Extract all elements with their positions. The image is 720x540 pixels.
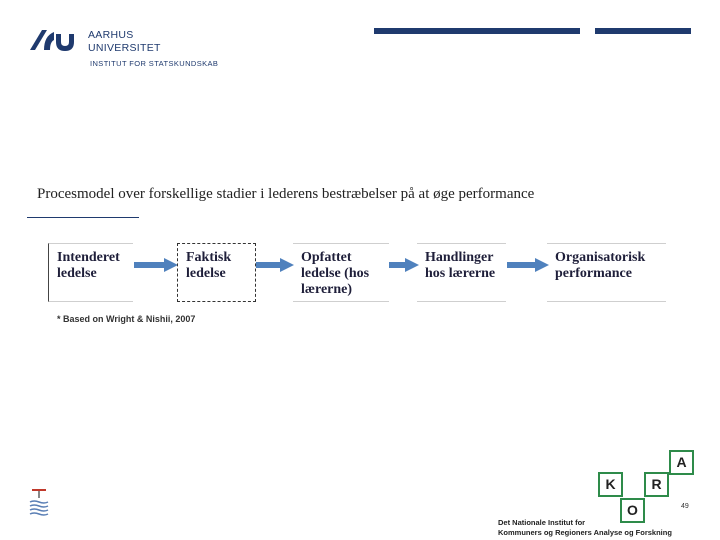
arrow-right-icon	[507, 258, 549, 272]
university-name-line2: UNIVERSITET	[88, 42, 161, 54]
header-bar-short	[595, 28, 691, 34]
kora-institute-name	[498, 518, 672, 538]
kora-letter-o: O	[620, 498, 645, 523]
process-step-organizational-performance	[547, 243, 666, 302]
arrow-right-icon	[134, 258, 178, 272]
step-label-line: Opfattet	[301, 250, 352, 265]
diagram-footnote: * Based on Wright & Nishii, 2007	[57, 314, 196, 324]
process-step-teacher-actions	[417, 243, 506, 302]
step-label-line: Handlinger	[425, 250, 494, 265]
aarhus-university-logo	[28, 28, 76, 52]
crest-icon	[28, 488, 50, 516]
kora-institute-line2: Kommuners og Regioners Analyse og Forskning	[498, 528, 672, 537]
step-label-line: performance	[555, 266, 632, 281]
slide-title: Procesmodel over forskellige stadier i lederens bestræbelser på at øge performance	[37, 186, 535, 202]
step-label-line: ledelse	[57, 266, 97, 281]
arrow-right-icon	[256, 258, 294, 272]
step-label-line: hos lærerne	[425, 266, 496, 281]
process-step-actual-leadership	[177, 243, 256, 302]
university-name	[88, 29, 161, 55]
university-name-line1: AARHUS	[88, 29, 134, 41]
page-number: 49	[681, 503, 689, 510]
step-label-line: ledelse	[186, 266, 226, 281]
step-label-line: Intenderet	[57, 250, 120, 265]
kora-institute-line1: Det Nationale Institut for	[498, 518, 586, 527]
institute-name: INSTITUT FOR STATSKUNDSKAB	[90, 59, 219, 68]
step-label-line: ledelse (hos	[301, 266, 370, 281]
step-label-line: lærerne)	[301, 282, 353, 297]
arrow-right-icon	[389, 258, 419, 272]
kora-letter-a: A	[669, 450, 694, 475]
kora-letter-r: R	[644, 472, 669, 497]
step-label-line: Organisatorisk	[555, 250, 646, 265]
step-label-line: Faktisk	[186, 250, 232, 265]
title-underline	[27, 217, 139, 218]
process-step-perceived-leadership	[293, 243, 389, 302]
kora-letter-k: K	[598, 472, 623, 497]
process-step-intended-leadership	[48, 243, 133, 302]
header-bar-long	[374, 28, 580, 34]
kora-logo	[598, 448, 698, 524]
